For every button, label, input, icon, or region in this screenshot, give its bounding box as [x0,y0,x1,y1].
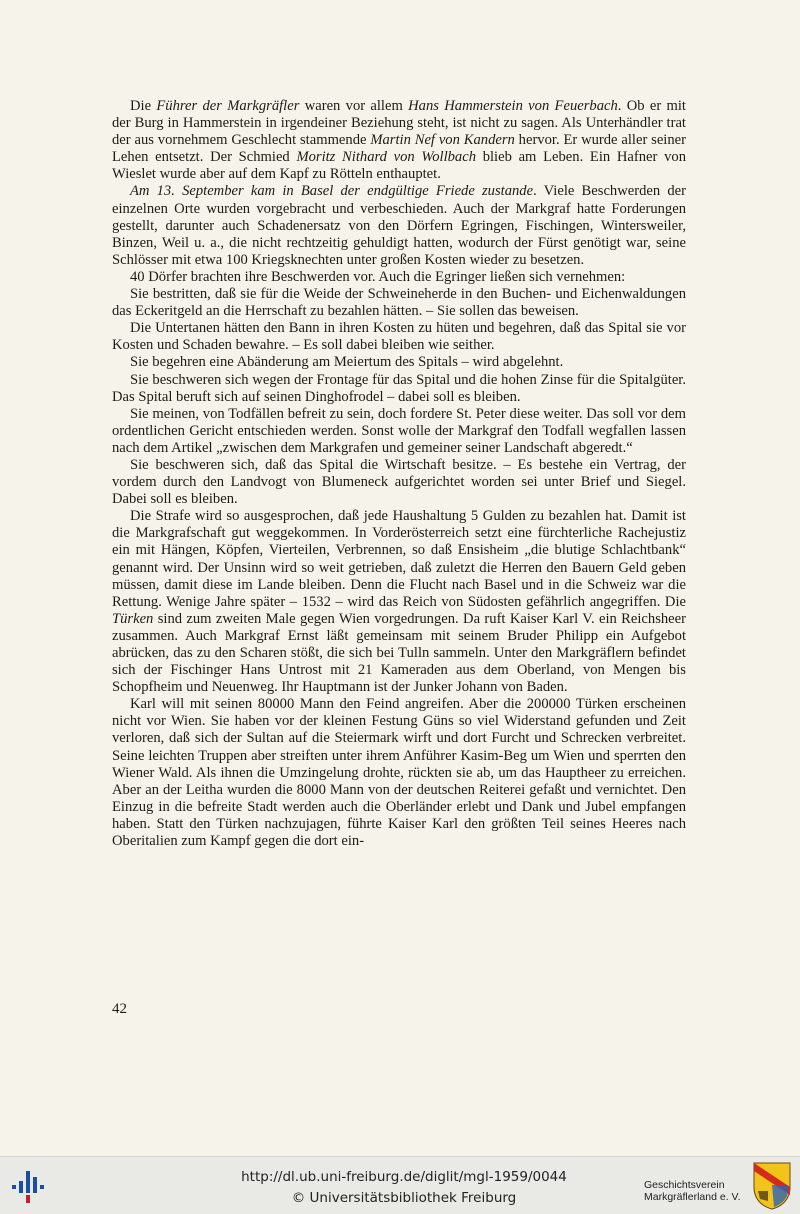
paragraph [112,354,686,371]
document-url[interactable]: http://dl.ub.uni-freiburg.de/diglit/mgl-1959/0044 [241,1169,567,1185]
italic-text-run: Am 13. September kam in Basel der endgültige Friede zustande [130,183,534,200]
text-run: hervor. Er wurde aller seiner Lehen entsetzt. Der Schmied [112,132,687,166]
paragraph [112,269,686,286]
society-name-line1: Geschichtsverein [644,1179,725,1191]
paragraph [112,696,686,850]
text-run: Die [130,98,157,114]
text-run: Sie meinen, von Todfällen befreit zu sein, doch fordere St. Peter diese weiter. Das soll vor dem ordentlichen Gericht entschieden werden. Sonst wolle der Markgraf den Todfall wegfallen lassen nach dem Artikel „zwischen dem Markgrafen und gemeiner seiner Landschaft abgeredt.“ [112,405,686,456]
page-body [112,98,686,850]
paragraph [112,98,686,183]
text-run: 40 Dörfer brachten ihre Beschwerden vor. Auch die Egringer ließen sich vernehmen: [130,268,626,285]
page-number: 42 [112,1001,127,1017]
paragraph [112,286,686,320]
society-name-line2: Markgräflerland e. V. [644,1191,741,1203]
text-run: Die Strafe wird so ausgesprochen, daß jede Haushaltung 5 Gulden zu bezahlen hat. Damit ist die Markgrafschaft gut weggekommen. In Vorderösterreich setzt eine fürchterliche Rachejustiz ein mit Hängen, Köpfen, Vierteilen, Verbrennen, so daß Ensisheim „die blutige Schlachtbank“ genannt wird. Der Unsinn wird so weit getrieben, daß zuletzt die Herren den Bauern Geld geben müssen, damit diese im Lande bleiben. Denn die Flucht nach Basel und in die Schweiz war die Rettung. Wenige Jahre später – 1532 – wird das Reich von Südosten gefährlich angegriffen. Die [112,508,686,610]
coat-of-arms-icon [752,1161,792,1211]
viewer-footer [0,1156,800,1214]
text-run: Sie begehren eine Abänderung am Meiertum des Spitals – wird abgelehnt. [130,354,564,371]
text-run: Die Untertanen hätten den Bann in ihren Kosten zu hüten und begehren, daß das Spital sie vor Kosten und Schaden bewahre. – Es soll dabei bleiben wie seither. [112,320,686,354]
text-run: blieb am Leben. Ein Hafner von Wieslet wurde aber auf dem Kapf zu Rötteln enthauptet. [112,149,686,183]
paragraph [112,508,686,696]
text-run: Sie bestritten, daß sie für die Weide der Schweineherde in den Buchen- und Eichenwaldungen das Eckeritgeld an die Herrschaft zu bezahlen hätten. – Sie sollen das beweisen. [112,286,686,320]
text-run: Sie beschweren sich, daß das Spital die Wirtschaft besitze. – Es bestehe ein Vertrag, der vordem durch den Landvogt von Blumeneck aufgerichtet worden sei unter Brief und Siegel. Dabei soll es bleiben. [112,456,686,508]
paragraph [112,372,686,406]
text-run: waren vor allem [299,98,409,114]
italic-text-run: Führer der Markgräfler [156,98,300,114]
italic-text-run: Hans Hammerstein von Feuerbach [408,98,618,114]
paragraph [112,406,686,457]
text-run: Sie beschweren sich wegen der Frontage für das Spital und die hohen Zinse für die Spitalgüter. Das Spital beruft sich auf seinen Dinghofrodel – dabei soll es bleiben. [112,371,686,405]
text-run: sind zum zweiten Male gegen Wien vorgedrungen. Da ruft Kaiser Karl V. ein Reichsheer zusammen. Auch Markgraf Ernst läßt gemeinsam mit seinem Bruder Philipp ein Aufgebot abrücken, das zu den Scharen stößt, die sich bei Tulln sammeln. Unter den Markgräflern befindet sich der Fischinger Hans Untrost mit 21 Kameraden aus dem Oberland, von Mengen bis Schopfheim und Neuenweg. Ihr Hauptmann ist der Junker Johann von Baden. [112,610,686,696]
text-run: . Viele Beschwerden der einzelnen Orte wurden vorgebracht und verbeschieden. Auch der Markgraf hatte Forderungen gestellt, darunter auch Schadenersatz von den Dörfern Egringen, Fischingen, Wintersweiler, Binzen, Weil u. a., die nicht rechtzeitig gehuldigt hatten, wodurch der Fürst genötigt war, seine Schlösser mit etwa 100 Kriegsknechten unter großen Kosten wieder zu besetzen. [112,183,686,268]
text-run: Karl will mit seinen 80000 Mann den Feind angreifen. Aber die 200000 Türken erscheinen nicht vor Wien. Sie haben vor der kleinen Festung Güns so viel Widerstand gefunden und Zeit verloren, daß sich der Sultan auf die Steiermark wirft und dort Furcht und Schrecken verbreitet. Seine leichten Truppen aber streiften unter ihrem Anführer Kasim-Beg um Wien und sperrten den Wiener Wald. Als ihnen die Umzingelung drohte, rückten sie ab, um das Hauptheer zu erreichen. Aber an der Leitha wurden die 8000 Mann von der deutschen Reiterei gefaßt und vernichtet. Den Einzug in die befreite Stadt werden auch die Oberländer erlebt und Dank und Jubel empfangen haben. Statt den Türken nachzujagen, führte Kaiser Karl den größten Teil seines Heeres nach Oberitalien zum Kampf gegen die dort ein- [112,696,686,850]
society-name [644,1179,754,1203]
text-run: . Ob er mit der Burg in Hammerstein in irgendeiner Beziehung steht, ist nicht zu sagen. Als Unterhändler trat der aus vornehmem Geschlecht stammende [112,98,686,149]
paragraph [112,183,686,268]
italic-text-run: Türken [112,610,154,627]
paragraph [112,320,686,354]
italic-text-run: Moritz Nithard von Wollbach [296,149,476,166]
italic-text-run: Martin Nef von Kandern [370,132,515,149]
copyright-notice: © Universitätsbibliothek Freiburg [291,1190,517,1206]
paragraph [112,457,686,508]
